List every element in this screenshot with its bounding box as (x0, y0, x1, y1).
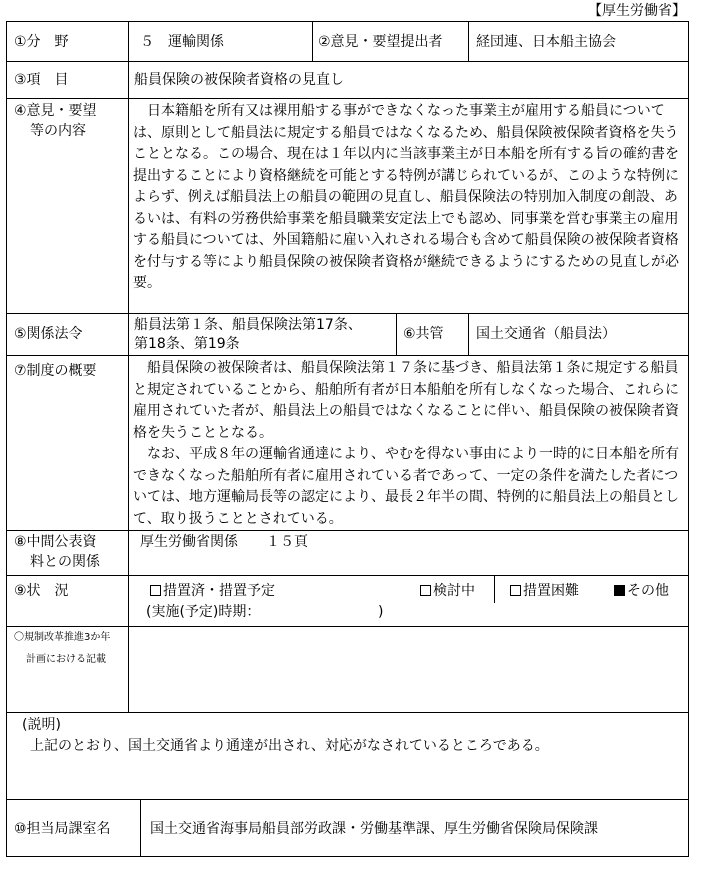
status-option-other-label: その他 (627, 583, 669, 599)
interim-label-line1: ⑧中間公表資 (14, 534, 97, 550)
system-text (133, 358, 684, 530)
system-label: ⑦制度の概要 (14, 363, 97, 379)
interim-value: 厚生労働省関係 １５頁 (140, 534, 308, 550)
status-option-other[interactable] (614, 582, 669, 600)
status-option-reviewing-label: 検討中 (433, 583, 475, 599)
status-option-difficult[interactable] (510, 582, 579, 600)
submitter-label: ②意見・要望提出者 (318, 34, 443, 50)
jurisdiction-label: ⑥共管 (403, 326, 444, 342)
status-option-implemented[interactable] (150, 582, 275, 600)
plan-label-line1: 〇規制改革推進3か年 (14, 632, 111, 643)
jurisdiction-value: 国土交通省（船員法） (476, 326, 616, 342)
status-option-implemented-label: 措置済・措置予定 (163, 583, 275, 599)
plan-label-line2: 計画における記載 (26, 654, 106, 665)
request-label-line1: ④意見・要望 (14, 103, 97, 119)
office-value: 国土交通省海事局船員部労政課・労働基準課、厚生労働省保険局保険課 (150, 821, 598, 837)
status-option-reviewing[interactable] (420, 582, 475, 600)
status-schedule-close: ) (378, 604, 384, 620)
laws-value-line1: 船員法第１条、船員保険法第17条、 (134, 317, 362, 333)
request-text: 日本籍船を所有又は裸用船する事ができなくなった事業主が雇用する船員については、原則として船員法に規定する船員ではなくなるため、船員保険被保険者資格を失うこととなる。この場合、現在は１年以内に当該事業主が日本船を所有する旨の確約書を提出することにより資格継続を可能とする特例が講じられているが、このような特例によらず、例えば船員法上の船員の範囲の見直し、船員保険法の特別加入制度の創設、あるいは、有料の労務供給事業を船員職業安定法上でも認め、同事業を営む事業主の雇用する船員については、外国籍船に雇い入れされる場合も含めて船員保険の被保険者資格を付与する等により船員保険の被保険者資格が継続できるようにするための見直しが必要。 (133, 103, 679, 291)
explanation-label: (説明) (22, 717, 61, 733)
request-label-line2: 等の内容 (30, 123, 86, 139)
laws-value-line2: 第18条、第19条 (134, 336, 240, 352)
laws-label: ⑤関係法令 (14, 326, 83, 342)
status-option-difficult-label: 措置困難 (523, 583, 579, 599)
interim-label-line2: 料との関係 (30, 554, 100, 570)
checkbox-implemented[interactable] (150, 585, 161, 596)
office-label: ⑩担当局課室名 (14, 821, 111, 837)
status-label: ⑨状 況 (14, 583, 69, 599)
submitter-value: 経団連、日本船主協会 (476, 34, 616, 50)
item-label: ③項 目 (14, 72, 69, 88)
explanation-text: 上記のとおり、国土交通省より通達が出され、対応がなされているところである。 (30, 738, 549, 754)
checkbox-difficult[interactable] (510, 585, 521, 596)
field-label: ①分 野 (14, 34, 69, 50)
item-value: 船員保険の被保険者資格の見直し (134, 72, 344, 88)
ministry-header: 【厚生労働省】 (588, 3, 686, 19)
system-para1: 船員保険の被保険者は、船員保険法第１７条に基づき、船員法第１条に規定する船員と規定されていることから、船舶所有者が日本船舶を所有しなくなった場合、これらに雇用されていた者が、船員法上の船員ではなくなることに伴い、船員保険の被保険者資格を失うこととなる。 (133, 360, 679, 441)
checkbox-other[interactable] (614, 585, 625, 596)
status-schedule-label: (実施(予定)時期： (146, 604, 261, 620)
field-value: ５ 運輸関係 (140, 34, 224, 50)
system-para2: なお、平成８年の運輸省通達により、やむを得ない事由により一時的に日本船を所有できなくなった船舶所有者に雇用されている者であって、一定の条件を満たした者については、地方運輸局長等の認定により、最長２年半の間、特例的に船員法上の船員として、取り扱うこととされている。 (133, 446, 679, 527)
checkbox-reviewing[interactable] (420, 585, 431, 596)
